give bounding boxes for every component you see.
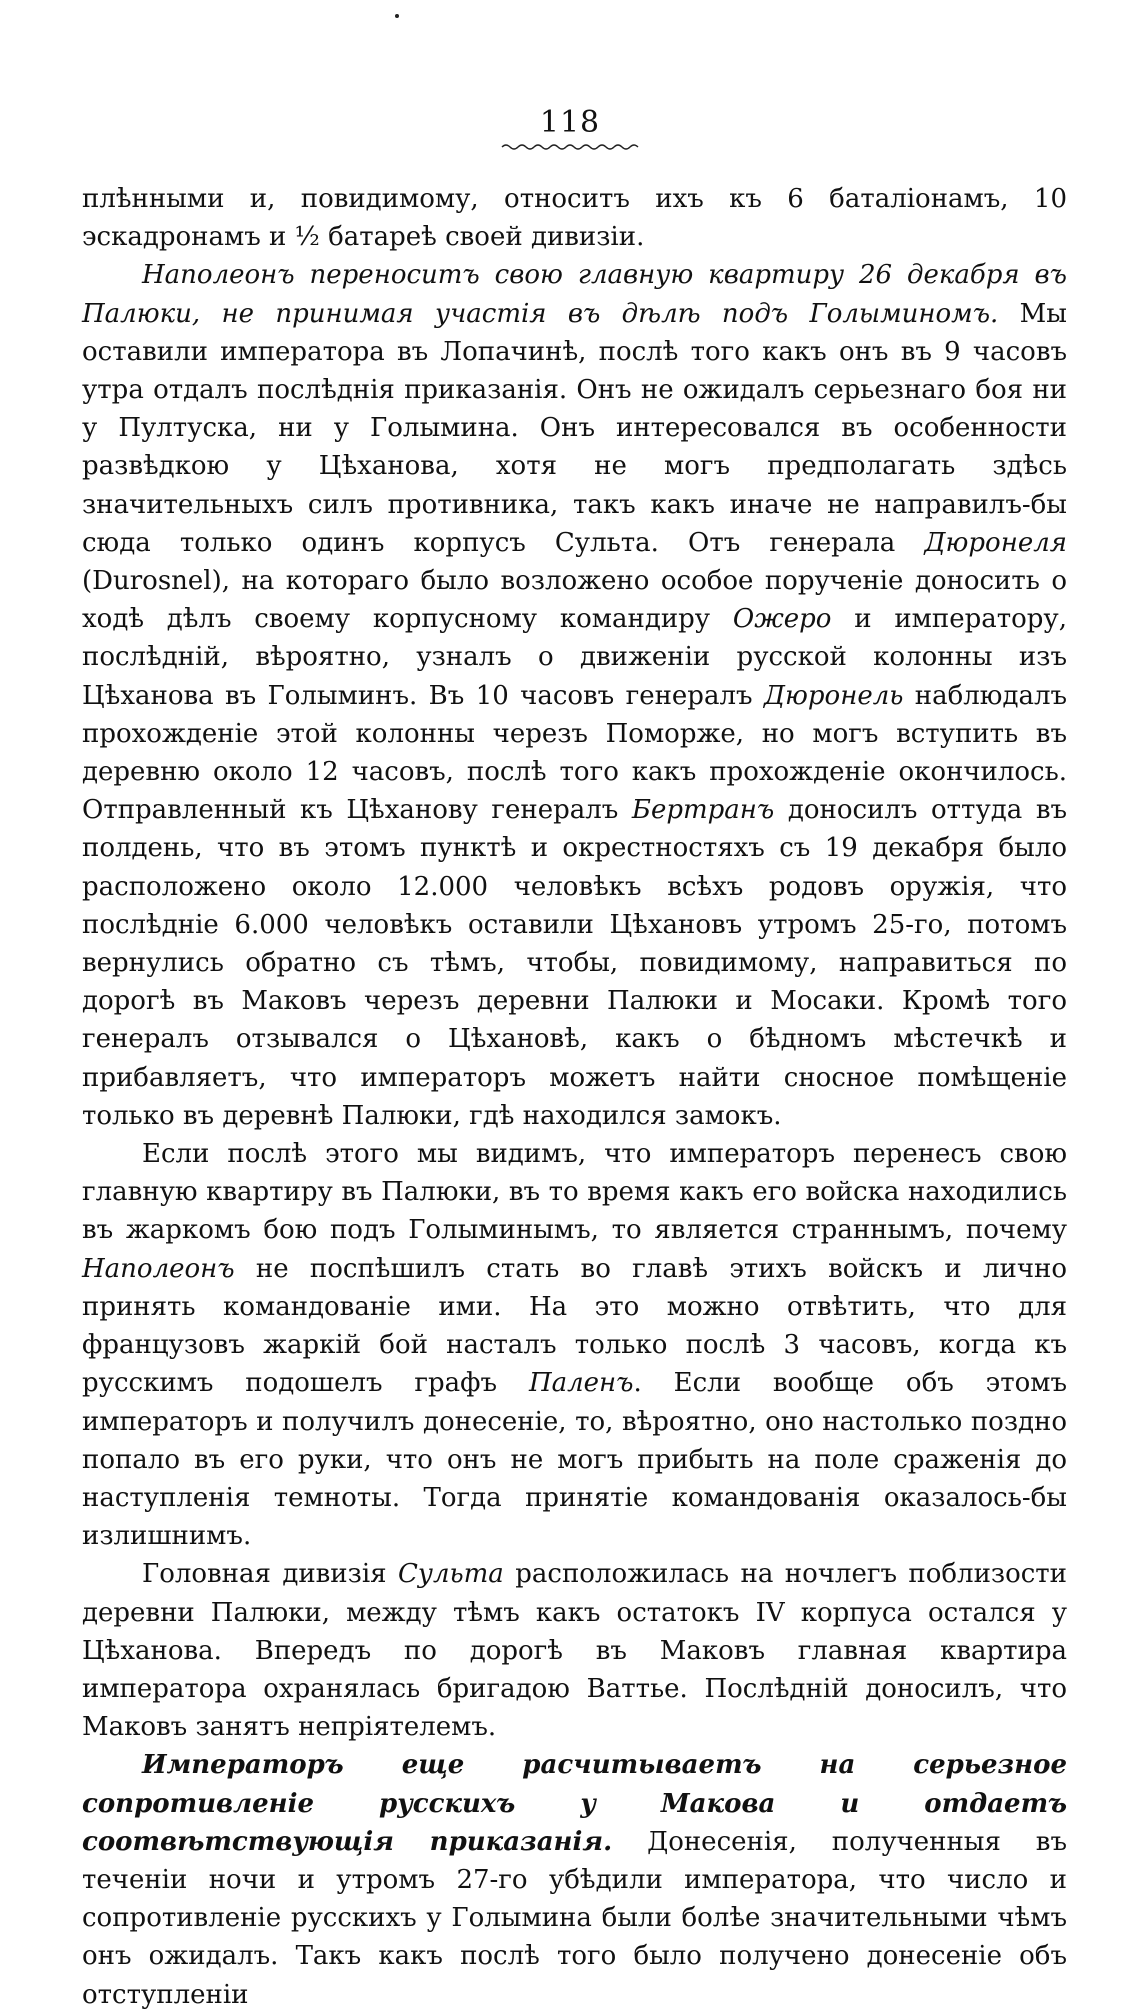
page-header [0, 105, 1140, 152]
text-run: . Если вообще объ этомъ императоръ и получилъ донесеніе, то, вѣроятно, оно настолько поздно попало въ его руки, что онъ не могъ прибыть на поле сраженія до наступленія темноты. Тогда принятіе командованія оказалось-бы излишнимъ. [82, 1368, 1067, 1552]
emphasis-run: Бертранъ [631, 795, 775, 826]
text-run: доносилъ оттуда въ полдень, что въ этомъ пунктѣ и окрестностяхъ съ 19 декабря было расположено около 12.000 человѣкъ всѣхъ родовъ оружія, что послѣдніе 6.000 человѣкъ оставили Цѣхановъ утромъ 25-го, потомъ вернулись обратно съ тѣмъ, чтобы, повидимому, направиться по дорогѣ въ Маковъ черезъ деревни Палюки и Мосаки. Кромѣ того генералъ отзывался о Цѣхановѣ, какъ о бѣдномъ мѣстечкѣ и прибавляетъ, что императоръ можетъ найти сносное помѣщеніе только въ деревнѣ Палюки, гдѣ находился замокъ. [82, 795, 1068, 1131]
paragraph-p1 [82, 180, 1067, 256]
text-run: наблюдалъ прохожденіе этой колонны черезъ Поморже, но могъ вступить въ деревню около 12 часовъ, послѣ того какъ прохожденіе окончилось. Отправленный къ Цѣханову генералъ [82, 680, 1068, 826]
text-run: Мы оставили императора въ Лопачинѣ, послѣ того какъ онъ въ 9 часовъ утра отдалъ послѣднія приказанія. Онъ не ожидалъ серьезнаго боя ни у Пултуска, ни у Голымина. Онъ интересовался въ особенности развѣдкою у Цѣханова, хотя не могъ предполагать здѣсь значительныхъ силъ противника, такъ какъ иначе не направилъ-бы сюда только одинъ корпусъ Сульта. Отъ генерала [82, 298, 1067, 558]
text-run: расположилась на ночлегъ поблизости деревни Палюки, между тѣмъ какъ остатокъ IV корпуса остался у Цѣханова. Впередъ по дорогѣ въ Маковъ главная квартира императора охранялась бригадою Ваттье. Послѣдній доносилъ, что Маковъ занятъ непріятелемъ. [82, 1559, 1068, 1743]
paragraph-p4 [82, 1555, 1067, 1746]
body-text [82, 180, 1067, 2014]
emphasis-run: Императоръ еще расчитываетъ на серьезное сопротивленіе русскихъ у Макова и отдаетъ соотвѣтствующія приказанія. [82, 1750, 1067, 1857]
decorative-wave-rule [500, 142, 640, 152]
emphasis-run: Наполеонъ [82, 1253, 235, 1284]
emphasis-run: Дюронеля [924, 527, 1067, 558]
text-run: и императору, послѣдній, вѣроятно, узналъ о движеніи русской колонны изъ Цѣханова въ Голыминъ. Въ 10 часовъ генералъ [82, 604, 1067, 711]
text-run: Донесенія, полученныя въ теченіи ночи и утромъ 27-го убѣдили императора, что число и сопротивленіе русскихъ у Голымина были болѣе значительными чѣмъ онъ ожидалъ. Такъ какъ послѣ того было получено донесеніе объ отступленіи [82, 1826, 1067, 2010]
emphasis-run: Паленъ [528, 1368, 634, 1399]
text-run: не поспѣшилъ стать во главѣ этихъ войскъ и лично принять командованіе ими. На это можно отвѣтить, что для французовъ жаркій бой насталъ только послѣ 3 часовъ, когда къ русскимъ подошелъ графъ [82, 1253, 1067, 1399]
text-run: плѣнными и, повидимому, относитъ ихъ къ 6 баталіонамъ, 10 эскадронамъ и ½ батареѣ своей дивизіи. [82, 184, 1067, 253]
page-number: 118 [539, 105, 601, 140]
emphasis-run: Сульта [397, 1559, 504, 1590]
print-speck [395, 14, 399, 18]
paragraph-p3 [82, 1135, 1067, 1555]
text-run: (Durosnel), на котораго было возложено особое порученіе доносить о ходѣ дѣлъ своему корпусному командиру [82, 566, 1067, 635]
text-run: Если послѣ этого мы видимъ, что императоръ перенесъ свою главную квартиру въ Палюки, въ то время какъ его войска находились въ жаркомъ бою подъ Голыминымъ, то является страннымъ, почему [82, 1139, 1067, 1246]
paragraph-p2 [82, 256, 1067, 1135]
emphasis-run: Ожеро [732, 604, 832, 635]
emphasis-run: Наполеонъ переноситъ свою главную квартиру 26 декабря въ Палюки, не принимая участія въ дѣлѣ подъ Голыминомъ. [82, 260, 1067, 329]
text-run: Головная дивизія [142, 1559, 398, 1590]
paragraph-p5 [82, 1746, 1067, 2013]
emphasis-run: Дюронель [763, 680, 904, 711]
